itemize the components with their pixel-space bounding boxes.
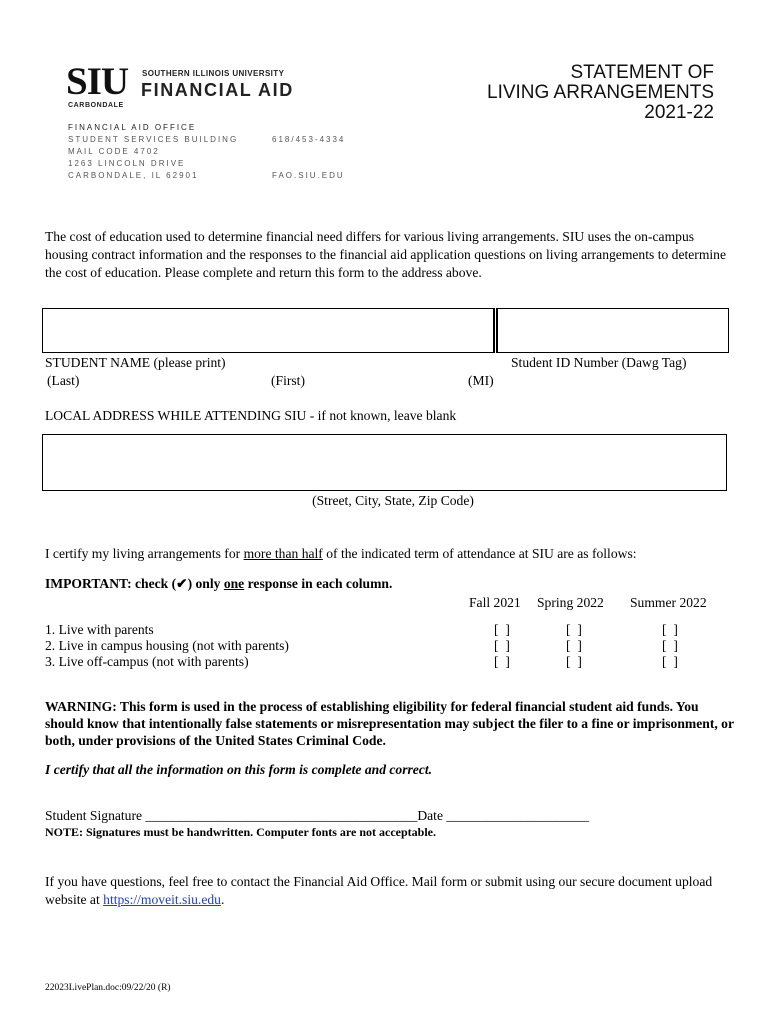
local-address-label: LOCAL ADDRESS WHILE ATTENDING SIU - if not known, leave blank [45,408,457,423]
logo-university-name: SOUTHERN ILLINOIS UNIVERSITY [142,69,285,78]
office-building: STUDENT SERVICES BUILDING [68,135,239,144]
important-underlined: one [223,576,245,591]
first-name-label: (First) [271,373,305,388]
document-footer: 22023LivePlan.doc:09/22/20 (R) [45,983,171,993]
office-web: FAO.SIU.EDU [272,171,345,180]
checkbox-fall-1[interactable]: [ ] [494,622,510,637]
certify-complete-statement: I certify that all the information on this form is complete and correct. [45,762,433,777]
checkbox-fall-2[interactable]: [ ] [494,638,510,653]
option-label-3: 3. Live off-campus (not with parents) [45,654,249,669]
checkbox-spring-2[interactable]: [ ] [566,638,582,653]
signature-note: NOTE: Signatures must be handwritten. Computer fonts are not acceptable. [45,825,437,839]
office-street: 1263 LINCOLN DRIVE [68,159,186,168]
checkbox-spring-3[interactable]: [ ] [566,654,582,669]
logo-department-name: FINANCIAL AID [141,80,294,100]
address-caption: (Street, City, State, Zip Code) [312,493,474,508]
signature-line[interactable] [45,808,589,824]
term-header-spring: Spring 2022 [537,595,604,610]
form-title-line1: STATEMENT OF [570,62,714,83]
signature-label: Student Signature ________________________________________ [45,808,418,823]
important-mid: ) only [187,576,224,591]
student-id-label: Student ID Number (Dawg Tag) [511,355,687,370]
checkbox-spring-1[interactable]: [ ] [566,622,582,637]
office-phone: 618/453-4334 [272,135,346,144]
term-header-fall: Fall 2021 [469,595,521,610]
office-city: CARBONDALE, IL 62901 [68,171,199,180]
important-instruction [45,576,392,592]
certify-post: of the indicated term of attendance at SIU are as follows: [322,546,637,561]
student-name-label: STUDENT NAME (please print) [45,355,226,370]
certify-statement [45,546,637,562]
last-name-label: (Last) [47,373,80,388]
local-address-input[interactable] [42,434,727,491]
office-title: FINANCIAL AID OFFICE [68,123,197,132]
logo-campus-name: CARBONDALE [68,102,124,109]
student-id-input[interactable] [497,308,729,353]
certify-underlined: more than half [243,546,323,561]
important-post: response in each column. [244,576,393,591]
term-header-summer: Summer 2022 [630,595,707,610]
student-name-input[interactable] [42,308,494,353]
option-label-2: 2. Live in campus housing (not with parents) [45,638,289,653]
intro-paragraph: The cost of education used to determine financial need differs for various living arrangements. SIU uses the on-campus housing contract information and the responses to the financial aid application questions on living arrangements to determine the cost of education. Please complete and return this form to the address above. [45,229,727,280]
form-title-line2: LIVING ARRANGEMENTS [487,82,714,103]
form-title-year: 2021-22 [644,102,714,123]
checkbox-summer-3[interactable]: [ ] [662,654,678,669]
form-title [487,63,714,123]
office-mail-code: MAIL CODE 4702 [68,147,160,156]
office-address-block [68,122,238,182]
upload-website-link[interactable]: https://moveit.siu.edu [103,892,221,907]
contact-end: . [220,892,225,907]
certify-pre: I certify my living arrangements for [45,546,244,561]
option-label-1: 1. Live with parents [45,622,154,637]
checkbox-summer-2[interactable]: [ ] [662,638,678,653]
checkmark-icon: ✔ [176,576,188,591]
checkbox-fall-3[interactable]: [ ] [494,654,510,669]
contact-text: If you have questions, feel free to contact the Financial Aid Office. Mail form or submit using our secure document upload website at [45,874,713,907]
siu-logo-mark: SIU [66,60,129,103]
date-label: Date _____________________ [417,808,590,823]
middle-initial-label: (MI) [468,373,494,388]
important-pre: IMPORTANT: check ( [45,576,177,591]
warning-paragraph: WARNING: This form is used in the process of establishing eligibility for federal financial student aid funds. You should know that intentionally false statements or misrepresentation may subject the filer to a fine or imprisonment, or both, under provisions of the United States Criminal Code. [45,699,734,748]
checkbox-summer-1[interactable]: [ ] [662,622,678,637]
contact-paragraph [45,873,715,909]
